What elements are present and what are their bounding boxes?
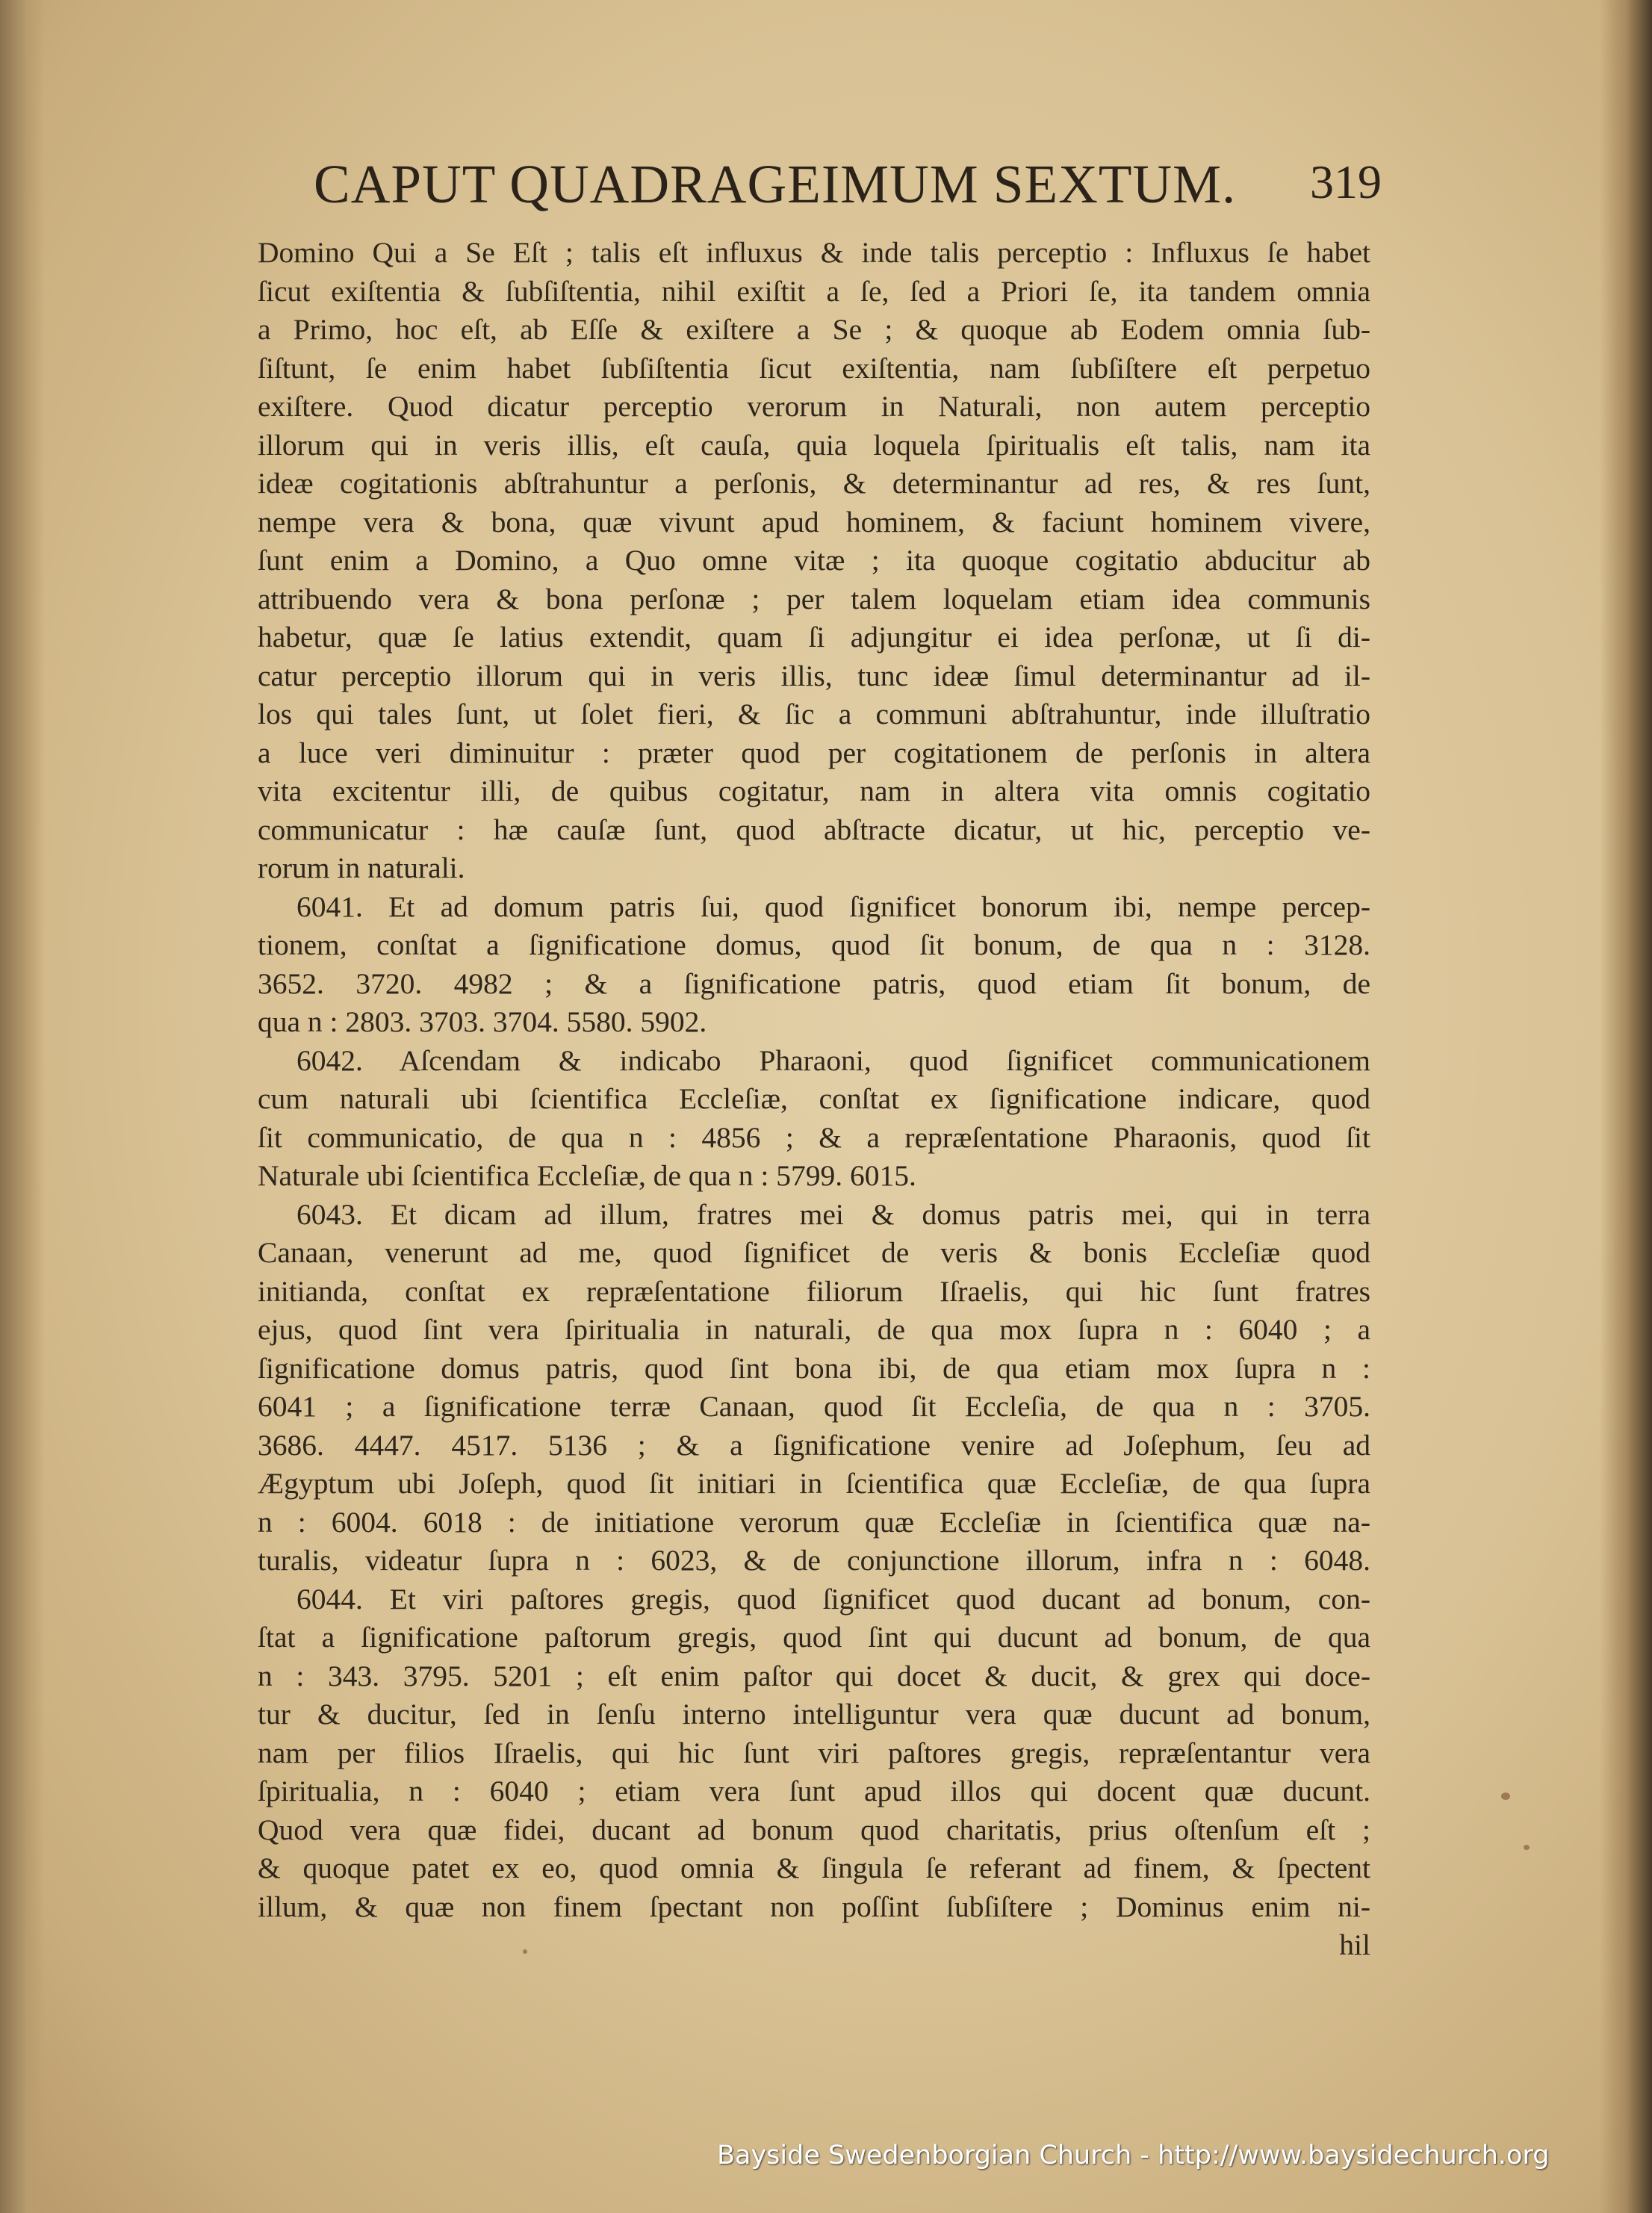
text-line: qua n : 2803. 3703. 3704. 5580. 5902.	[258, 1005, 707, 1038]
text-line: Quod vera quæ fidei, ducant ad bonum quod charitatis, prius oſtenſum eſt ;	[258, 1813, 1370, 1846]
running-title: CAPUT QUADRAGEIMUM SEXTUM.	[314, 154, 1237, 214]
paragraph-6042-line: 6042. Aſcendam & indicabo Pharaoni, quod ſignificet communicationem	[296, 1043, 1370, 1077]
text-line: illum, & quæ non finem ſpectant non poſſint ſubſiſtere ; Dominus enim ni-	[258, 1890, 1370, 1923]
catchword: hil	[1339, 1928, 1370, 1961]
text-line: 3652. 3720. 4982 ; & a ſignificatione patris, quod etiam ſit bonum, de	[258, 966, 1370, 1000]
foxing-spot	[523, 1949, 527, 1954]
text-line: ſpiritualia, n : 6040 ; etiam vera ſunt apud illos qui docent quæ ducunt.	[258, 1775, 1370, 1807]
text-line: ideæ cogitationis abſtrahuntur a perſonis, & determinantur ad res, & res ſunt,	[258, 467, 1370, 500]
text-line: los qui tales ſunt, ut ſolet fieri, & ſic a communi abſtrahuntur, inde illuſtratio	[258, 698, 1370, 730]
body-text	[258, 234, 1370, 1965]
text-line: catur perceptio illorum qui in veris illis, tunc ideæ ſimul determinantur ad il-	[258, 659, 1370, 692]
paragraph-6044-line: 6044. Et viri paſtores gregis, quod ſignificet quod ducant ad bonum, con-	[296, 1582, 1370, 1615]
paragraph-6041-line: 6041. Et ad domum patris ſui, quod ſignificet bonorum ibi, nempe percep-	[296, 890, 1370, 923]
text-line: ſunt enim a Domino, a Quo omne vitæ ; ita quoque cogitatio abducitur ab	[258, 544, 1370, 577]
text-line: ejus, quod ſint vera ſpiritualia in naturali, de qua mox ſupra n : 6040 ; a	[258, 1313, 1370, 1346]
text-line: n : 6004. 6018 : de initiatione verorum quæ Eccleſiæ in ſcientifica quæ na-	[258, 1505, 1370, 1539]
text-line: rorum in naturali.	[258, 851, 465, 884]
text-line: ſicut exiſtentia & ſubſiſtentia, nihil exiſtit a ſe, ſed a Priori ſe, ita tandem omnia	[258, 274, 1370, 308]
text-line: 6041 ; a ſignificatione terræ Canaan, quod ſit Eccleſia, de qua n : 3705.	[258, 1390, 1370, 1423]
text-line: Domino Qui a Se Eſt ; talis eſt influxus & inde talis perceptio : Influxus ſe habet	[258, 236, 1370, 269]
text-line: communicatur : hæ cauſæ ſunt, quod abſtracte dicatur, ut hic, perceptio ve-	[258, 813, 1370, 846]
page-number: 319	[1310, 155, 1382, 208]
text-line: n : 343. 3795. 5201 ; eſt enim paſtor qui docet & ducit, & grex qui doce-	[258, 1659, 1370, 1692]
text-line: nempe vera & bona, quæ vivunt apud hominem, & faciunt hominem vivere,	[258, 505, 1370, 538]
text-line: a Primo, hoc eſt, ab Eſſe & exiſtere a Se ; & quoque ab Eodem omnia ſub-	[258, 313, 1370, 346]
text-line: vita excitentur illi, de quibus cogitatur, nam in altera vita omnis cogitatio	[258, 775, 1370, 807]
text-line: attribuendo vera & bona perſonæ ; per talem loquelam etiam idea communis	[258, 582, 1370, 615]
text-line: illorum qui in veris illis, eſt cauſa, quia loquela ſpiritualis eſt talis, nam ita	[258, 428, 1370, 462]
text-line: Canaan, venerunt ad me, quod ſignificet de veris & bonis Eccleſiæ quod	[258, 1236, 1370, 1269]
text-line: 3686. 4447. 4517. 5136 ; & a ſignificatione venire ad Joſephum, ſeu ad	[258, 1428, 1370, 1462]
text-line: nam per filios Iſraelis, qui hic ſunt viri paſtores gregis, repræſentantur vera	[258, 1736, 1370, 1769]
page-header	[306, 153, 1382, 235]
paragraph-6043-line: 6043. Et dicam ad illum, fratres mei & domus patris mei, qui in terra	[296, 1197, 1370, 1231]
text-line: Naturale ubi ſcientifica Eccleſiæ, de qua n : 5799. 6015.	[258, 1159, 916, 1192]
text-line: a luce veri diminuitur : præter quod per cogitationem de perſonis in altera	[258, 736, 1370, 769]
text-line: Ægyptum ubi Joſeph, quod ſit initiari in ſcientifica quæ Eccleſiæ, de qua ſupra	[258, 1467, 1370, 1500]
text-line: habetur, quæ ſe latius extendit, quam ſi adjungitur ei idea perſonæ, ut ſi di-	[258, 621, 1370, 654]
text-line: initianda, conſtat ex repræſentatione filiorum Iſraelis, qui hic ſunt fratres	[258, 1274, 1370, 1308]
foxing-spot	[1524, 1845, 1530, 1850]
text-line: tionem, conſtat a ſignificatione domus, quod ſit bonum, de qua n : 3128.	[258, 928, 1370, 961]
text-line: cum naturali ubi ſcientifica Eccleſiæ, conſtat ex ſignificatione indicare, quod	[258, 1082, 1370, 1115]
foxing-spot	[1501, 1793, 1510, 1800]
text-line: ſiſtunt, ſe enim habet ſubſiſtentia ſicut exiſtentia, nam ſubſiſtere eſt perpetuo	[258, 351, 1370, 385]
text-line: tur & ducitur, ſed in ſenſu interno intelliguntur vera quæ ducunt ad bonum,	[258, 1698, 1370, 1731]
text-line: turalis, videatur ſupra n : 6023, & de conjunctione illorum, infra n : 6048.	[258, 1544, 1370, 1577]
text-line: & quoque patet ex eo, quod omnia & ſingula ſe referant ad finem, & ſpectent	[258, 1852, 1370, 1884]
text-line: ſignificatione domus patris, quod ſint bona ibi, de qua etiam mox ſupra n :	[258, 1351, 1370, 1385]
text-line: ſit communicatio, de qua n : 4856 ; & a repræſentatione Pharaonis, quod ſit	[258, 1120, 1370, 1154]
text-line: ſtat a ſignificatione paſtorum gregis, quod ſint qui ducunt ad bonum, de qua	[258, 1621, 1370, 1654]
credit-watermark: Bayside Swedenborgian Church - http://www.baysidechurch.org	[717, 2141, 1550, 2170]
text-line: exiſtere. Quod dicatur perceptio verorum in Naturali, non autem perceptio	[258, 390, 1370, 423]
